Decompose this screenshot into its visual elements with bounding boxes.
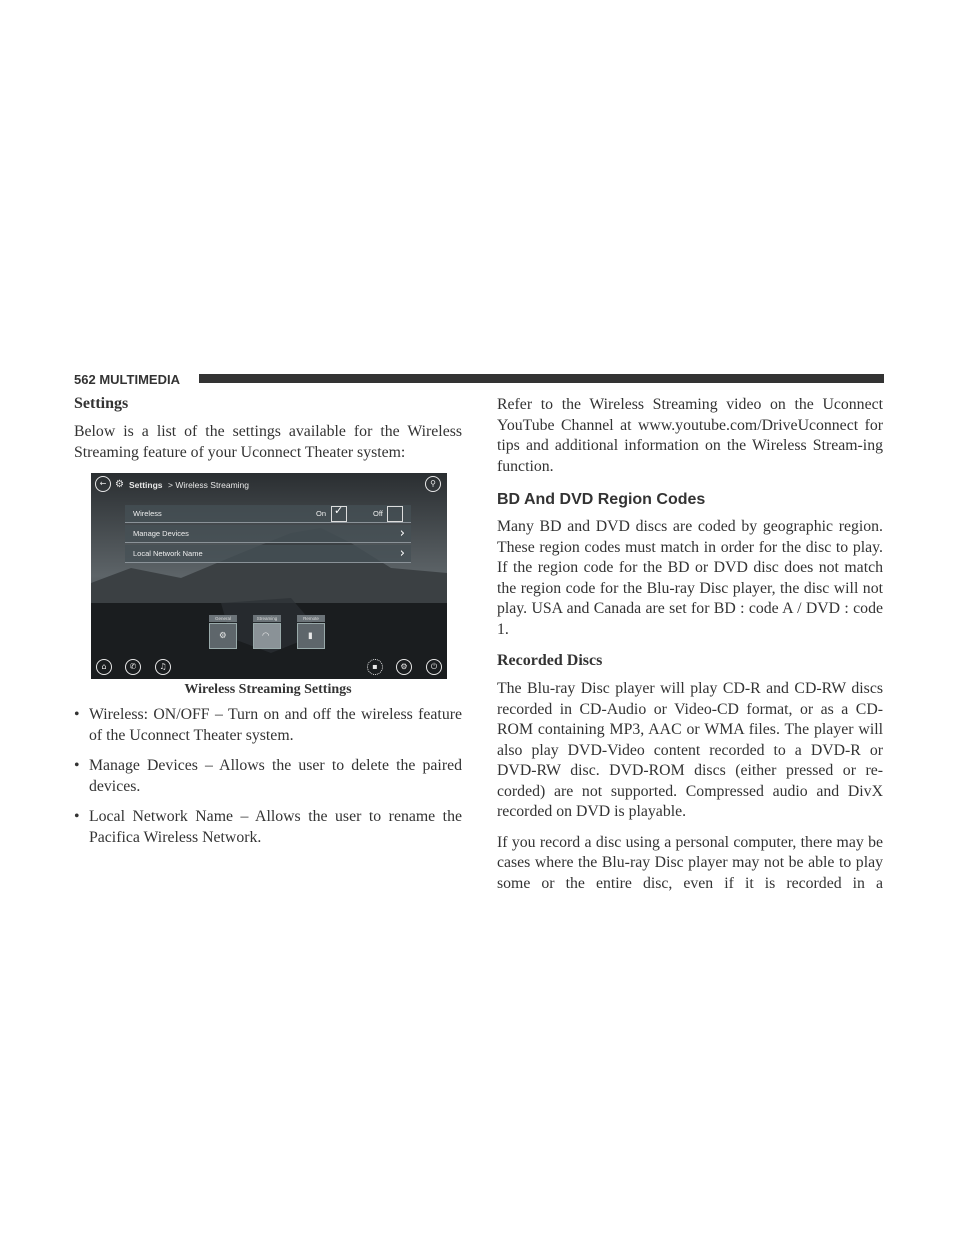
gear-icon: ⚙ [219, 630, 227, 640]
tile-streaming-label: Streaming [253, 615, 281, 622]
page-number-section: 562 MULTIMEDIA [74, 372, 180, 387]
breadcrumb-wireless: > Wireless Streaming [168, 480, 250, 490]
wireless-on-label: On [316, 509, 327, 518]
power-icon[interactable]: ⏻ [426, 659, 442, 675]
wifi-icon: ◠ [262, 630, 270, 640]
right-column [497, 395, 883, 904]
region-codes-heading: BD And DVD Region Codes [497, 491, 706, 508]
manage-devices-row[interactable]: Manage Devices › [125, 525, 411, 543]
list-item: • Manage Devices – Allows the user to delete the paired devices. [74, 756, 462, 797]
left-column [74, 395, 462, 858]
search-icon[interactable]: ⚲ [425, 476, 441, 492]
remote-icon: ▮ [308, 630, 313, 640]
local-network-name-row[interactable]: Local Network Name › [125, 545, 411, 563]
wireless-off-label: Off [373, 509, 383, 518]
figure-caption: Wireless Streaming Settings [184, 682, 352, 697]
settings-intro: Below is a list of the settings available for the Wireless Streaming feature of your Uconnect Theater system: [74, 423, 462, 461]
gear-icon: ⚙ [115, 479, 124, 490]
streaming-video-text: Refer to the Wireless Streaming video on the Uconnect YouTube Channel at www.youtube.com/DriveUconnect for tips and additional information on the Wireless Stream-ing function. [497, 396, 883, 475]
remote-tile[interactable] [297, 623, 325, 649]
recorded-discs-heading: Recorded Discs [497, 652, 603, 669]
region-codes-text: Many BD and DVD discs are coded by geographic region. These region codes must match in order for the disc to play. If the region code for the BD or DVD disc does not match the region code for the Blu-ray Disc player, the disc will not play. USA and Canada are set for BD : code A / DVD : code 1. [497, 518, 883, 638]
wireless-on-checkbox[interactable]: ✓ [331, 506, 347, 522]
list-item: • Local Network Name – Allows the user to rename the Pacifica Wireless Network. [74, 807, 462, 848]
settings-icon[interactable]: ⚙ [396, 659, 412, 675]
headphones-icon[interactable]: ♫ [155, 659, 171, 675]
chevron-right-icon: › [399, 546, 405, 561]
page-header [74, 372, 884, 386]
wireless-streaming-screenshot [91, 473, 447, 679]
wireless-row[interactable]: Wireless On ✓ Off [125, 505, 411, 523]
chevron-right-icon: › [399, 526, 405, 541]
breadcrumb-settings[interactable]: Settings [129, 480, 163, 490]
pc-recording-text: If you record a disc using a personal computer, there may be cases where the Blu-ray Disc player may not be able to play some or the entire disc, even if it is recorded in a [497, 833, 883, 892]
settings-list [74, 705, 462, 848]
tile-general-label: General [209, 615, 237, 622]
wireless-off-checkbox[interactable] [387, 506, 403, 522]
general-tile[interactable] [209, 623, 237, 649]
streaming-tile[interactable] [253, 623, 281, 649]
screen-top-bar [91, 473, 447, 495]
settings-heading: Settings [74, 395, 129, 412]
source-icon[interactable]: ▪ [367, 659, 383, 675]
home-icon[interactable]: ⌂ [96, 659, 112, 675]
back-arrow-icon[interactable]: ← [95, 476, 111, 492]
header-rule [199, 374, 884, 383]
phone-icon[interactable]: ✆ [125, 659, 141, 675]
list-item: • Wireless: ON/OFF – Turn on and off the wireless feature of the Uconnect Theater system. [74, 705, 462, 746]
recorded-discs-text: The Blu-ray Disc player will play CD-R and CD-RW discs recorded in CD-Audio or Video-CD format, or as a CD-ROM containing MP3, AAC or WMA files. The player will also play DVD-Video content recorded to a DVD-R or DVD-RW disc. DVD-ROM discs (either pressed or re-corded) are not supported. Compressed audio and DivX recorded on DVD is playable. [497, 680, 883, 820]
tile-remote-label: Remote [297, 615, 325, 622]
